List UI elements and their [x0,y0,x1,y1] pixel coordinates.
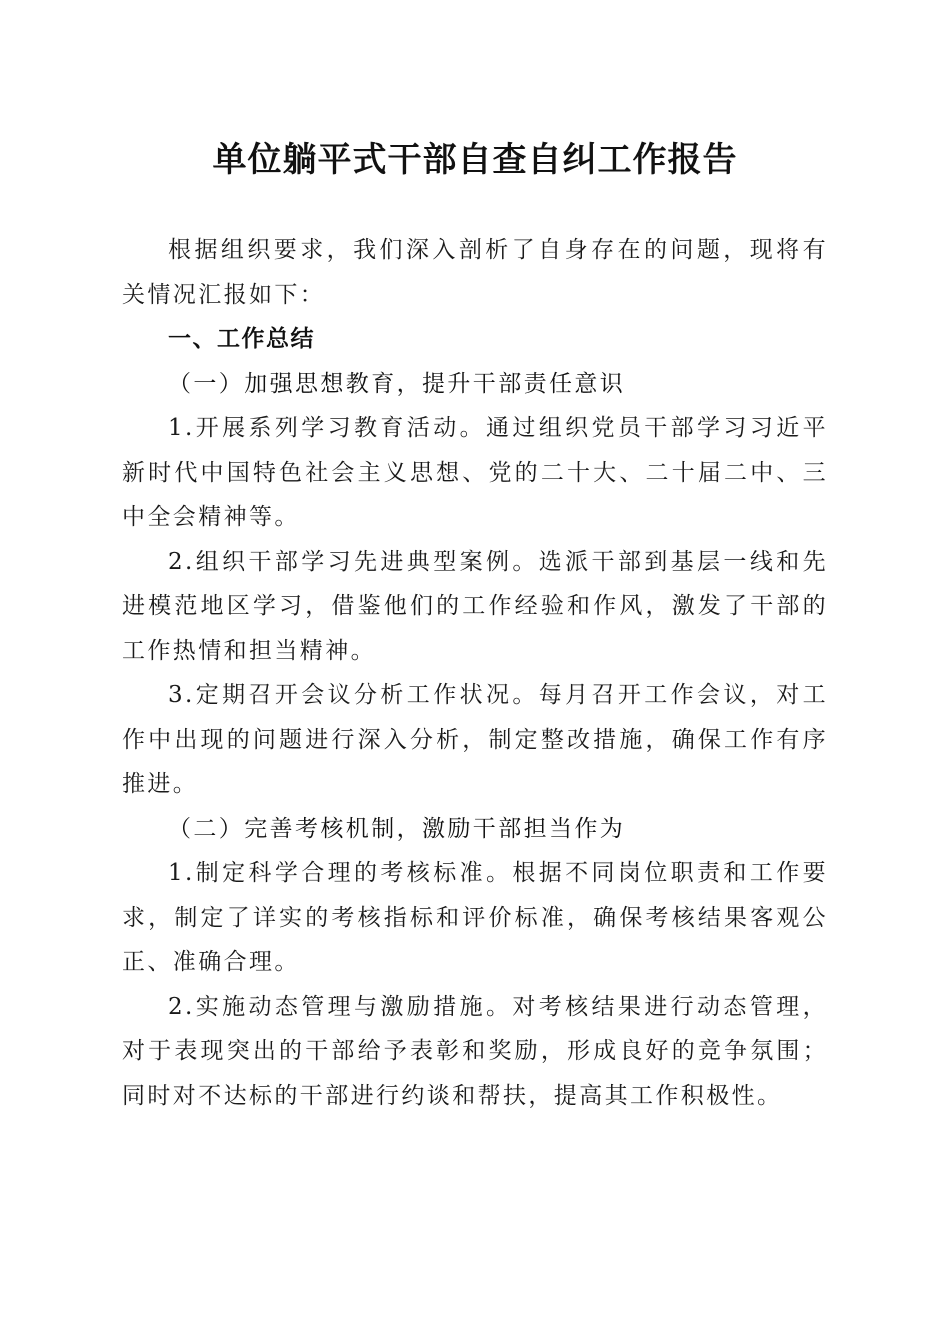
subsection-heading-ideological-education: （一）加强思想教育，提升干部责任意识 [168,370,626,397]
section-heading-work-summary: 一、工作总结 [168,326,315,352]
list-item: 2.实施动态管理与激励措施。对考核结果进行动态管理，对于表现突出的干部给予表彰和奖励，形成良好的竞争氛围；同时对不达标的干部进行约谈和帮扶，提高其工作积极性。 [122,993,828,1109]
list-item: 1.开展系列学习教育活动。通过组织党员干部学习习近平新时代中国特色社会主义思想、党的二十大、二十届二中、三中全会精神等。 [122,415,828,530]
intro-paragraph: 根据组织要求，我们深入剖析了自身存在的问题，现将有关情况汇报如下： [122,237,828,308]
list-item: 1.制定科学合理的考核标准。根据不同岗位职责和工作要求，制定了详实的考核指标和评价标准，确保考核结果客观公正、准确合理。 [122,860,828,975]
subsection-heading-assessment-mechanism: （二）完善考核机制，激励干部担当作为 [168,815,626,842]
document-body [122,228,828,1118]
document-title: 单位躺平式干部自查自纠工作报告 [212,140,738,180]
list-item: 3.定期召开会议分析工作状况。每月召开工作会议，对工作中出现的问题进行深入分析，制定整改措施，确保工作有序推进。 [122,682,828,797]
list-item: 2.组织干部学习先进典型案例。选派干部到基层一线和先进模范地区学习，借鉴他们的工作经验和作风，激发了干部的工作热情和担当精神。 [122,548,828,664]
